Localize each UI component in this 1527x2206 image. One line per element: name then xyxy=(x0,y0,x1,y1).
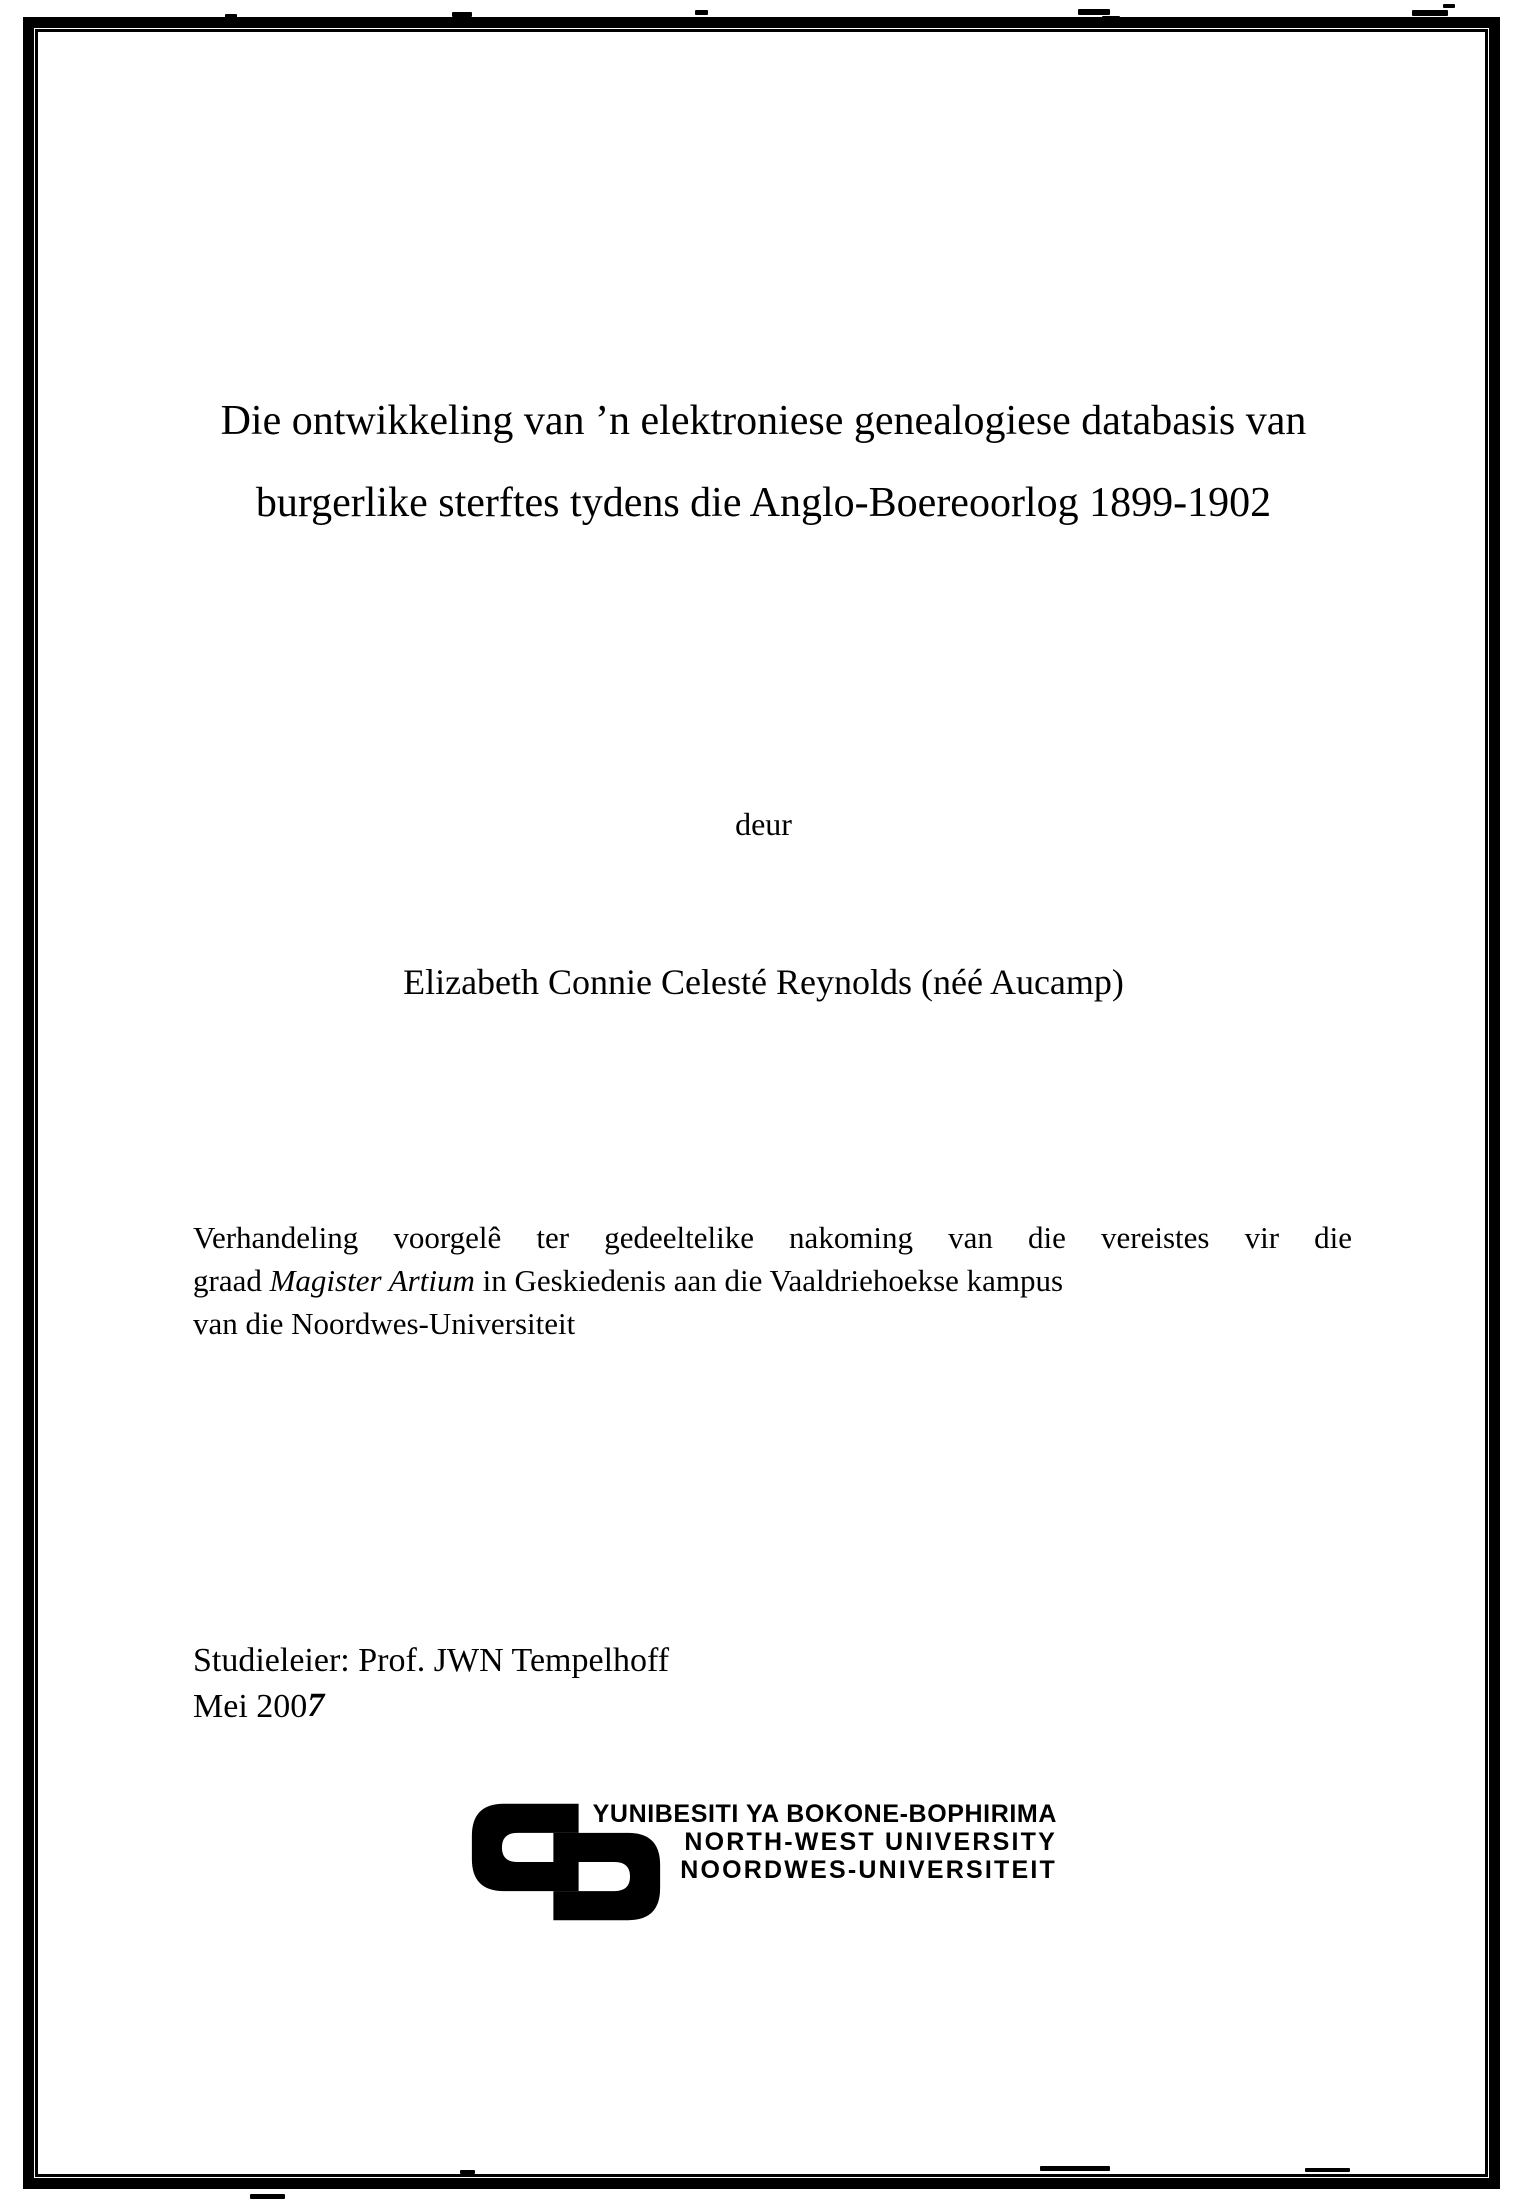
degree-name-italic: Magister Artium xyxy=(269,1263,475,1298)
date-last-digit: 7 xyxy=(304,1687,328,1724)
byline: deur xyxy=(735,806,792,842)
thesis-statement-line1: Verhandeling voorgelê ter gedeeltelike nakoming van die vereistes vir die xyxy=(193,1220,1352,1255)
scan-artifact xyxy=(695,10,708,15)
university-name-setswana: YUNIBESITI YA BOKONE-BOPHIRIMA xyxy=(592,1800,1057,1828)
thesis-title xyxy=(60,380,1467,544)
thesis-statement-line3: van die Noordwes-Universiteit xyxy=(193,1306,576,1341)
author-name: Elizabeth Connie Celesté Reynolds (néé Aucamp) xyxy=(403,962,1124,1002)
supervisor-block xyxy=(193,1638,669,1730)
university-name-english: NORTH-WEST UNIVERSITY xyxy=(684,1828,1057,1856)
scan-artifact xyxy=(1443,4,1455,8)
university-wordmark xyxy=(585,1800,1057,1884)
date-line xyxy=(193,1684,669,1730)
thesis-statement xyxy=(193,1216,1352,1345)
scan-artifact xyxy=(1412,10,1448,16)
supervisor-line: Studieleier: Prof. JWN Tempelhoff xyxy=(193,1642,670,1679)
scan-artifact xyxy=(1078,9,1110,15)
thesis-statement-line2 xyxy=(193,1259,1352,1302)
date-prefix: Mei 200 xyxy=(193,1688,308,1725)
statement-line2-suffix: in Geskiedenis aan die Vaaldriehoekse kampus xyxy=(474,1263,1064,1298)
thesis-title-line1: Die ontwikkeling van ’n elektroniese genealogiese databasis van xyxy=(220,398,1307,444)
university-name-afrikaans: NOORDWES-UNIVERSITEIT xyxy=(680,1856,1057,1884)
scan-artifact xyxy=(250,2194,285,2199)
thesis-title-line2: burgerlike sterftes tydens die Anglo-Boereoorlog 1899-1902 xyxy=(255,480,1272,526)
statement-line2-prefix: graad xyxy=(193,1263,270,1298)
